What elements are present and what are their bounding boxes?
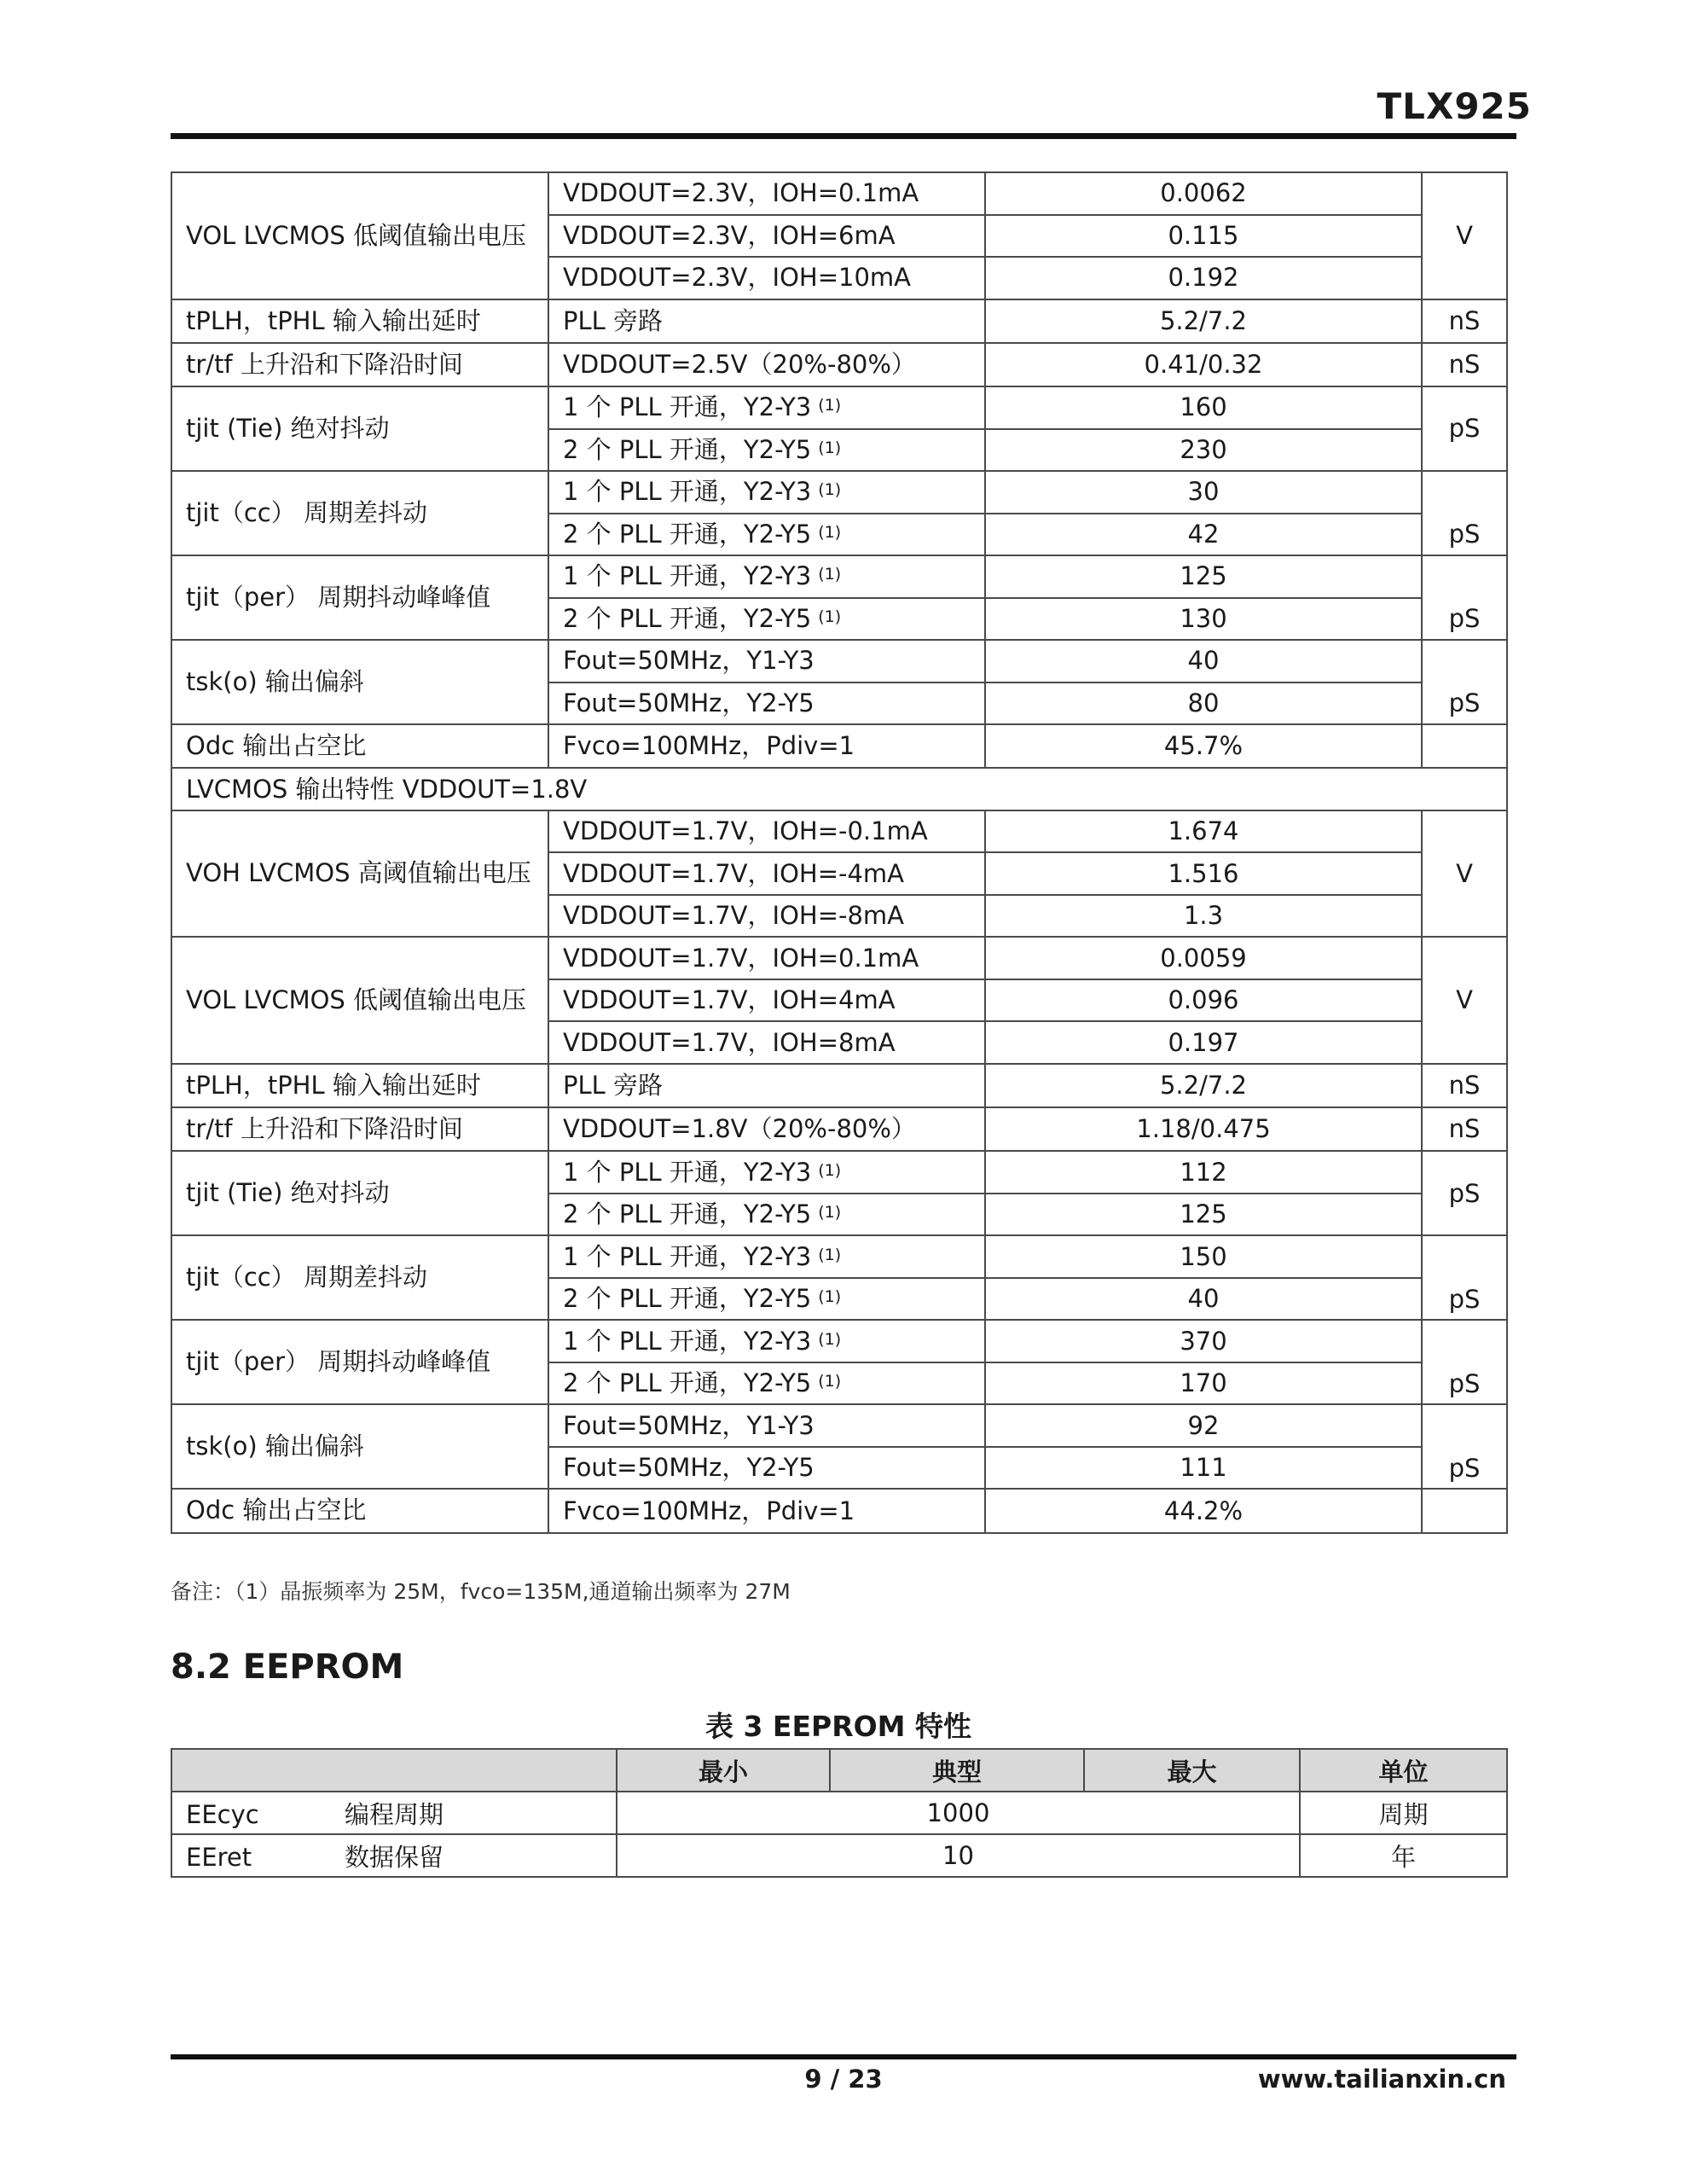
value-cell: 42 — [985, 514, 1422, 556]
condition-text: VDDOUT=1.7V，IOH=-8mA — [563, 901, 905, 931]
table-row — [171, 1151, 1507, 1194]
table-row — [171, 1320, 1507, 1362]
unit-cell: pS — [1422, 386, 1507, 471]
param-name: tr/tf 上升沿和下降沿时间 — [171, 343, 548, 386]
table-row — [171, 299, 1507, 343]
unit-cell: nS — [1422, 1107, 1507, 1151]
value-cell: 1.516 — [985, 852, 1422, 895]
condition-cell — [548, 640, 985, 682]
table-row — [171, 640, 1507, 682]
condition-text: VDDOUT=2.3V，IOH=10mA — [563, 263, 911, 293]
condition-text: Fout=50MHz，Y1-Y3 — [563, 646, 815, 676]
eeprom-value: 10 — [617, 1834, 1300, 1877]
condition-cell — [548, 1235, 985, 1278]
unit-cell: nS — [1422, 343, 1507, 386]
condition-text: Fvco=100MHz，Pdiv=1 — [563, 1496, 855, 1525]
page-number: 9 / 23 — [804, 2065, 883, 2094]
value-cell: 0.192 — [985, 257, 1422, 299]
eeprom-unit: 年 — [1300, 1834, 1507, 1877]
condition-cell — [548, 514, 985, 556]
footnote-marker: (1) — [818, 1287, 842, 1307]
condition-cell — [548, 343, 985, 386]
value-cell: 44.2% — [985, 1489, 1422, 1532]
condition-text: VDDOUT=2.3V，IOH=6mA — [563, 220, 896, 250]
eeprom-row — [171, 1834, 1507, 1877]
condition-cell — [548, 937, 985, 979]
param-name: Odc 输出占空比 — [171, 724, 548, 768]
unit-cell: pS — [1422, 1235, 1507, 1320]
footnote-marker: (1) — [818, 396, 842, 415]
condition-text: 2 个 PLL 开通，Y2-Y5 — [563, 519, 812, 549]
condition-cell — [548, 1278, 985, 1321]
table-row — [171, 343, 1507, 386]
footnote-marker: (1) — [818, 1203, 842, 1223]
eeprom-header-unit: 单位 — [1300, 1749, 1507, 1792]
unit-cell: pS — [1422, 471, 1507, 555]
param-name: tjit (Tie) 绝对抖动 — [171, 386, 548, 471]
value-cell: 125 — [985, 1194, 1422, 1236]
table-row — [171, 1235, 1507, 1278]
footnote-marker: (1) — [818, 607, 842, 626]
table-row — [171, 471, 1507, 514]
value-cell: 0.197 — [985, 1021, 1422, 1064]
condition-text: 1 个 PLL 开通，Y2-Y3 — [563, 561, 812, 591]
eeprom-header-min: 最小 — [617, 1749, 830, 1792]
condition-cell — [548, 1320, 985, 1362]
website-link[interactable]: www.tailianxin.cn — [1257, 2065, 1506, 2094]
condition-text: 1 个 PLL 开通，Y2-Y3 — [563, 1241, 812, 1271]
condition-text: 1 个 PLL 开通，Y2-Y3 — [563, 1326, 812, 1356]
eeprom-header-max: 最大 — [1084, 1749, 1300, 1792]
footnote-marker: (1) — [818, 480, 842, 500]
lvcmos-spec-table — [171, 171, 1508, 1534]
value-cell: 80 — [985, 682, 1422, 725]
unit-cell: nS — [1422, 299, 1507, 343]
eeprom-symbol: EEcyc — [186, 1799, 259, 1829]
condition-text: 2 个 PLL 开通，Y2-Y5 — [563, 603, 812, 633]
table-row — [171, 1489, 1507, 1532]
condition-cell — [548, 724, 985, 768]
condition-cell — [548, 1107, 985, 1151]
header-rule — [171, 133, 1516, 139]
param-name: tsk(o) 输出偏斜 — [171, 640, 548, 724]
condition-text: PLL 旁路 — [563, 1071, 664, 1101]
condition-cell — [548, 1151, 985, 1194]
condition-cell — [548, 979, 985, 1022]
section-row — [171, 768, 1507, 810]
condition-text: 1 个 PLL 开通，Y2-Y3 — [563, 392, 812, 422]
value-cell: 0.115 — [985, 215, 1422, 258]
condition-cell — [548, 852, 985, 895]
unit-cell: nS — [1422, 1064, 1507, 1107]
condition-cell — [548, 215, 985, 258]
param-name: VOL LVCMOS 低阈值输出电压 — [171, 172, 548, 299]
value-cell: 130 — [985, 598, 1422, 641]
value-cell: 125 — [985, 555, 1422, 598]
eeprom-param-cell — [171, 1834, 617, 1877]
eeprom-unit: 周期 — [1300, 1792, 1507, 1834]
condition-text: VDDOUT=1.7V，IOH=0.1mA — [563, 943, 919, 973]
param-name: tr/tf 上升沿和下降沿时间 — [171, 1107, 548, 1151]
eeprom-row — [171, 1792, 1507, 1834]
spec-table-body — [171, 172, 1507, 1533]
condition-cell — [548, 555, 985, 598]
table-row — [171, 810, 1507, 853]
condition-text: 1 个 PLL 开通，Y2-Y3 — [563, 477, 812, 507]
condition-cell — [548, 1064, 985, 1107]
footnote-marker: (1) — [818, 438, 842, 457]
footnote-marker: (1) — [818, 1329, 842, 1349]
footnote-marker: (1) — [818, 1372, 842, 1391]
eeprom-header-typ: 典型 — [830, 1749, 1084, 1792]
condition-cell — [548, 1362, 985, 1405]
eeprom-header-row — [171, 1749, 1507, 1792]
unit-cell: V — [1422, 810, 1507, 938]
value-cell: 150 — [985, 1235, 1422, 1278]
condition-text: VDDOUT=1.7V，IOH=4mA — [563, 985, 896, 1015]
table-row — [171, 386, 1507, 429]
unit-cell: pS — [1422, 1404, 1507, 1489]
condition-cell — [548, 895, 985, 938]
value-cell: 1.3 — [985, 895, 1422, 938]
value-cell: 5.2/7.2 — [985, 1064, 1422, 1107]
footnote-marker: (1) — [818, 1245, 842, 1264]
param-name: tPLH，tPHL 输入输出延时 — [171, 1064, 548, 1107]
condition-cell — [548, 598, 985, 641]
value-cell: 170 — [985, 1362, 1422, 1405]
value-cell: 5.2/7.2 — [985, 299, 1422, 343]
value-cell: 92 — [985, 1404, 1422, 1447]
condition-cell — [548, 1194, 985, 1236]
document-title: TLX925 — [1377, 85, 1532, 127]
table-row — [171, 1404, 1507, 1447]
condition-cell — [548, 1404, 985, 1447]
condition-text: Fvco=100MHz，Pdiv=1 — [563, 731, 855, 761]
value-cell: 112 — [985, 1151, 1422, 1194]
value-cell: 45.7% — [985, 724, 1422, 768]
condition-cell — [548, 172, 985, 215]
condition-text: VDDOUT=1.7V，IOH=-0.1mA — [563, 816, 928, 846]
value-cell: 111 — [985, 1447, 1422, 1490]
section-heading: 8.2 EEPROM — [171, 1647, 404, 1687]
param-name: tsk(o) 输出偏斜 — [171, 1404, 548, 1489]
condition-text: PLL 旁路 — [563, 305, 664, 335]
table-row — [171, 172, 1507, 215]
table-row — [171, 1107, 1507, 1151]
condition-text: VDDOUT=1.8V（20%-80%） — [563, 1114, 916, 1144]
condition-cell — [548, 257, 985, 299]
condition-text: VDDOUT=1.7V，IOH=-4mA — [563, 858, 905, 888]
footnote-marker: (1) — [818, 565, 842, 584]
param-name: tPLH，tPHL 输入输出延时 — [171, 299, 548, 343]
eeprom-param-name: 编程周期 — [345, 1799, 444, 1829]
value-cell: 230 — [985, 429, 1422, 472]
condition-cell — [548, 1021, 985, 1064]
unit-cell: pS — [1422, 1151, 1507, 1235]
condition-text: VDDOUT=1.7V，IOH=8mA — [563, 1027, 896, 1057]
section-title: LVCMOS 输出特性 VDDOUT=1.8V — [171, 768, 1507, 810]
condition-text: Fout=50MHz，Y1-Y3 — [563, 1410, 815, 1440]
param-name: tjit（cc） 周期差抖动 — [171, 471, 548, 555]
eeprom-value: 1000 — [617, 1792, 1300, 1834]
eeprom-param-cell — [171, 1792, 617, 1834]
eeprom-param-name: 数据保留 — [345, 1842, 444, 1872]
param-name: VOL LVCMOS 低阈值输出电压 — [171, 937, 548, 1064]
condition-cell — [548, 810, 985, 853]
value-cell: 30 — [985, 471, 1422, 514]
param-name: tjit (Tie) 绝对抖动 — [171, 1151, 548, 1235]
param-name: tjit（cc） 周期差抖动 — [171, 1235, 548, 1320]
value-cell: 40 — [985, 1278, 1422, 1321]
eeprom-table — [171, 1748, 1508, 1878]
unit-cell: pS — [1422, 1320, 1507, 1404]
condition-text: 2 个 PLL 开通，Y2-Y5 — [563, 1199, 812, 1229]
value-cell: 40 — [985, 640, 1422, 682]
unit-cell: V — [1422, 937, 1507, 1064]
condition-text: 2 个 PLL 开通，Y2-Y5 — [563, 1284, 812, 1314]
unit-cell: pS — [1422, 555, 1507, 640]
eeprom-header-param — [171, 1749, 617, 1792]
param-name: Odc 输出占空比 — [171, 1489, 548, 1532]
table-row — [171, 555, 1507, 598]
value-cell: 1.18/0.475 — [985, 1107, 1422, 1151]
condition-text: Fout=50MHz，Y2-Y5 — [563, 1453, 815, 1483]
table-caption: 表 3 EEPROM 特性 — [704, 1710, 971, 1743]
condition-cell — [548, 1447, 985, 1490]
condition-text: VDDOUT=2.5V（20%-80%） — [563, 350, 916, 380]
condition-cell — [548, 1489, 985, 1532]
value-cell: 0.0059 — [985, 937, 1422, 979]
condition-text: 1 个 PLL 开通，Y2-Y3 — [563, 1157, 812, 1187]
param-name: VOH LVCMOS 高阈值输出电压 — [171, 810, 548, 938]
value-cell: 1.674 — [985, 810, 1422, 853]
condition-cell — [548, 386, 985, 429]
footnote-marker: (1) — [818, 1160, 842, 1180]
condition-cell — [548, 682, 985, 725]
value-cell: 0.0062 — [985, 172, 1422, 215]
condition-text: VDDOUT=2.3V，IOH=0.1mA — [563, 178, 919, 208]
param-name: tjit（per） 周期抖动峰峰值 — [171, 1320, 548, 1404]
table-footnote: 备注：（1）晶振频率为 25M，fvco=135M,通道输出频率为 27M — [171, 1579, 791, 1604]
unit-cell — [1422, 1489, 1507, 1532]
footer-rule — [171, 2054, 1516, 2059]
footnote-marker: (1) — [818, 522, 842, 542]
param-name: tjit（per） 周期抖动峰峰值 — [171, 555, 548, 640]
condition-text: Fout=50MHz，Y2-Y5 — [563, 688, 815, 717]
condition-text: 2 个 PLL 开通，Y2-Y5 — [563, 1368, 812, 1398]
condition-cell — [548, 299, 985, 343]
value-cell: 0.096 — [985, 979, 1422, 1022]
unit-cell — [1422, 724, 1507, 768]
condition-cell — [548, 471, 985, 514]
table-row — [171, 1064, 1507, 1107]
table-row — [171, 937, 1507, 979]
eeprom-symbol: EEret — [186, 1842, 252, 1872]
table-row — [171, 724, 1507, 768]
condition-cell — [548, 429, 985, 472]
value-cell: 370 — [985, 1320, 1422, 1362]
unit-cell: V — [1422, 172, 1507, 299]
condition-text: 2 个 PLL 开通，Y2-Y5 — [563, 434, 812, 464]
value-cell: 0.41/0.32 — [985, 343, 1422, 386]
unit-cell: pS — [1422, 640, 1507, 724]
value-cell: 160 — [985, 386, 1422, 429]
